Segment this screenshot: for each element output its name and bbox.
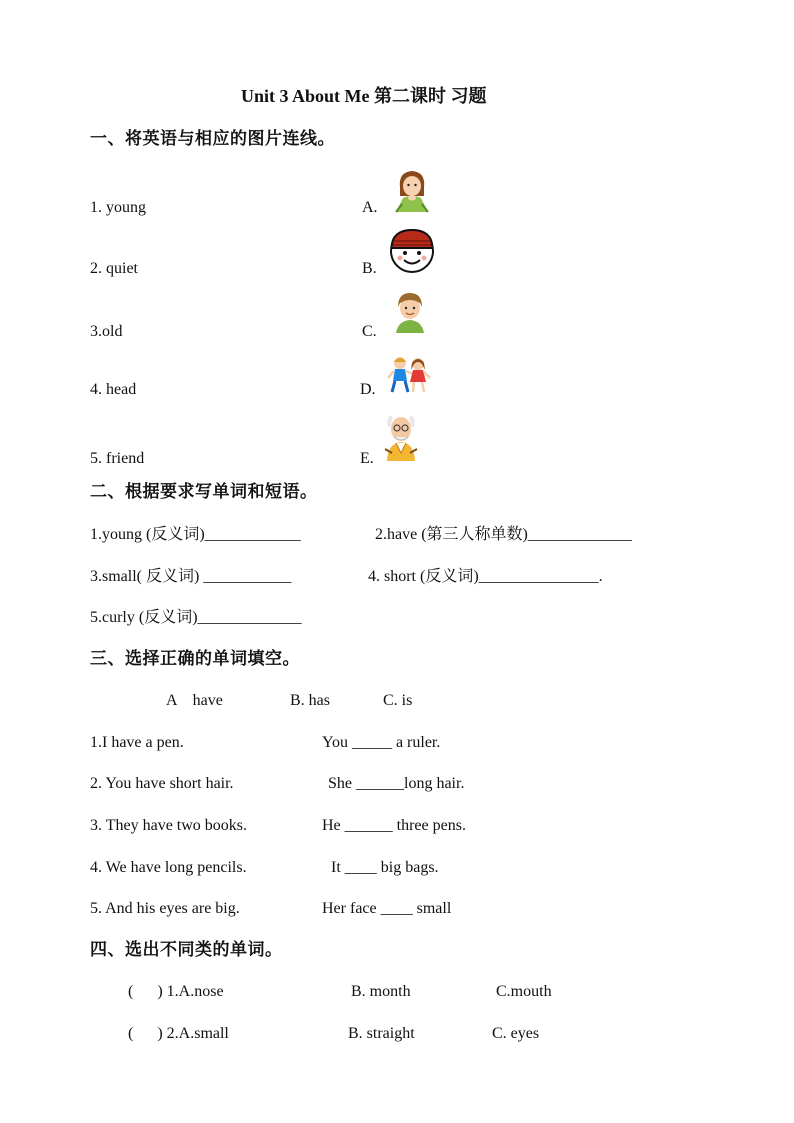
old-man-icon: [382, 413, 420, 463]
match-letter-e: E.: [360, 450, 374, 467]
section2-heading: 二、根据要求写单词和短语。: [90, 482, 318, 502]
antonym-item-5: 5.curly (反义词)_____________: [90, 609, 302, 626]
fill-right-4: It ____ big bags.: [331, 859, 439, 876]
odd-one-1-a: ( ) 1.A.nose: [128, 983, 224, 1000]
option-b: B. has: [290, 692, 330, 709]
fill-right-2: She ______long hair.: [328, 775, 465, 792]
match-letter-d: D.: [360, 381, 376, 398]
odd-one-2-a: ( ) 2.A.small: [128, 1025, 229, 1042]
match-letter-b: B.: [362, 260, 377, 277]
fill-right-1: You _____ a ruler.: [322, 734, 441, 751]
odd-one-1-b: B. month: [351, 983, 411, 1000]
friends-icon: [386, 354, 432, 396]
fill-left-4: 4. We have long pencils.: [90, 859, 247, 876]
antonym-item-1: 1.young (反义词)____________: [90, 526, 301, 543]
girl-quiet-icon: [388, 168, 436, 214]
match-word-3: 3.old: [90, 323, 123, 340]
head-face-icon: [388, 226, 436, 274]
match-letter-c: C.: [362, 323, 377, 340]
fill-right-5: Her face ____ small: [322, 900, 452, 917]
match-word-2: 2. quiet: [90, 260, 138, 277]
fill-left-3: 3. They have two books.: [90, 817, 248, 834]
match-word-5: 5. friend: [90, 450, 145, 467]
section4-heading: 四、选出不同类的单词。: [90, 940, 283, 960]
fill-right-3: He ______ three pens.: [322, 817, 466, 834]
fill-left-1: 1.I have a pen.: [90, 734, 184, 751]
fill-left-5: 5. And his eyes are big.: [90, 900, 240, 917]
antonym-item-3: 3.small( 反义词) ___________: [90, 568, 292, 585]
match-word-1: 1. young: [90, 199, 146, 216]
option-a: A have: [166, 692, 223, 709]
odd-one-2-c: C. eyes: [492, 1025, 540, 1042]
match-word-4: 4. head: [90, 381, 137, 398]
page-title: Unit 3 About Me 第二课时 习题: [241, 86, 487, 106]
fill-left-2: 2. You have short hair.: [90, 775, 234, 792]
odd-one-2-b: B. straight: [348, 1025, 415, 1042]
young-boy-icon: [392, 291, 428, 335]
odd-one-1-c: C.mouth: [496, 983, 552, 1000]
section1-heading: 一、将英语与相应的图片连线。: [90, 129, 335, 149]
match-letter-a: A.: [362, 199, 378, 216]
antonym-item-2: 2.have (第三人称单数)_____________: [375, 526, 632, 543]
section3-heading: 三、选择正确的单词填空。: [90, 649, 300, 669]
option-c: C. is: [383, 692, 413, 709]
antonym-item-4: 4. short (反义词)_______________.: [368, 568, 603, 585]
